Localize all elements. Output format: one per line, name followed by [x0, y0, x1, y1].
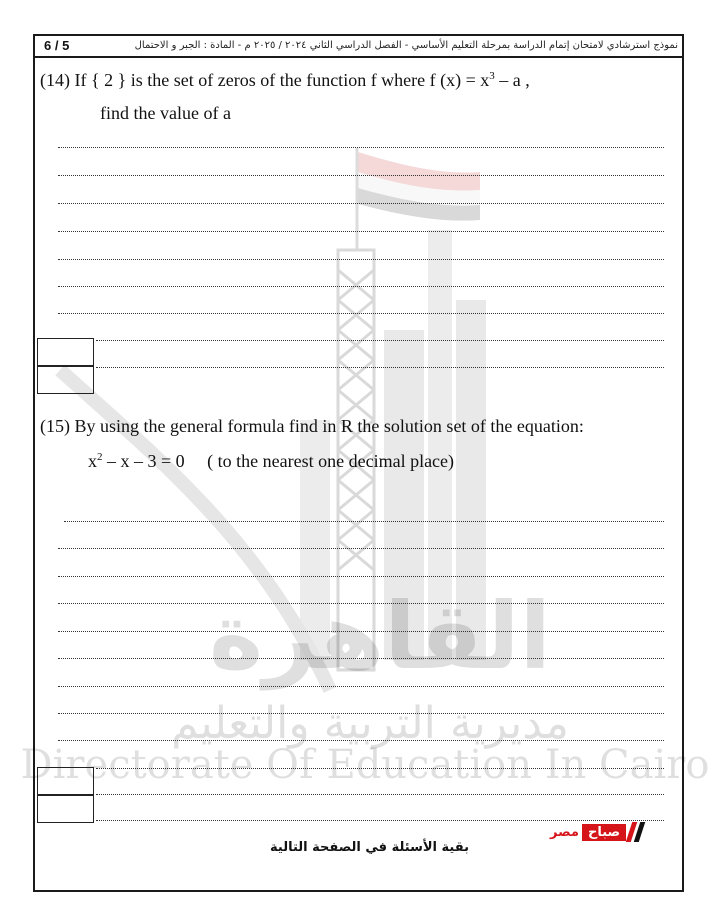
answer-line[interactable]: [58, 740, 664, 741]
watermark-english: Directorate Of Education In Cairo: [20, 742, 710, 788]
continue-text: بقية الأسئلة في الصفحة التالية: [270, 840, 469, 855]
answer-line[interactable]: [58, 713, 664, 714]
answer-line[interactable]: [58, 203, 664, 204]
answer-line[interactable]: [58, 686, 664, 687]
q15-eq-exponent: 2: [97, 451, 103, 463]
answer-line[interactable]: [58, 147, 664, 148]
grade-box[interactable]: [37, 338, 94, 366]
question-14: [40, 70, 530, 91]
q15-note: ( to the nearest one decimal place): [207, 451, 455, 471]
watermark-arabic: القاهرة: [208, 583, 552, 690]
logo-bars-icon: [629, 822, 642, 842]
answer-line[interactable]: [58, 175, 664, 176]
answer-line[interactable]: [58, 313, 664, 314]
answer-line[interactable]: [64, 521, 664, 522]
answer-line[interactable]: [96, 794, 664, 795]
grade-box[interactable]: [37, 767, 94, 795]
answer-line[interactable]: [58, 259, 664, 260]
logo-main-text: صباح: [582, 824, 626, 841]
sabah-masr-logo: [550, 820, 642, 844]
q14-suffix: – a ,: [494, 70, 530, 90]
answer-line[interactable]: [58, 631, 664, 632]
watermark-arabic-sub: مديرية التربية والتعليم: [171, 698, 569, 749]
q14-prefix: (14) If { 2 } is the set of zeros of the function f where f (x) = x: [40, 70, 490, 90]
header-divider: [35, 56, 684, 58]
q14-exponent: 3: [489, 70, 495, 82]
page-number: 6 / 5: [44, 38, 70, 53]
question-15: (15) By using the general formula find in R the solution set of the equation:: [40, 416, 584, 436]
answer-line[interactable]: [58, 286, 664, 287]
question-15-equation: [88, 451, 454, 472]
answer-line[interactable]: [58, 576, 664, 577]
logo-sub-text: مصر: [550, 824, 579, 840]
exam-title: نموذج استرشادي لامتحان إتمام الدراسة بمرحلة التعليم الأساسي - الفصل الدراسي الثاني ٢٠٢٤ / ٢٠٢٥ م - المادة : الجبر و الاحتمال: [134, 40, 678, 51]
answer-line[interactable]: [96, 367, 664, 368]
grade-box[interactable]: [37, 366, 94, 394]
q15-eq-x: x: [88, 451, 97, 471]
answer-line[interactable]: [58, 231, 664, 232]
answer-line[interactable]: [58, 603, 664, 604]
grade-box[interactable]: [37, 795, 94, 823]
q15-eq-rest: – x – 3 = 0: [102, 451, 185, 471]
answer-line[interactable]: [96, 340, 664, 341]
answer-line[interactable]: [96, 768, 664, 769]
answer-line[interactable]: [58, 658, 664, 659]
question-14-line2: find the value of a: [100, 103, 231, 123]
answer-line[interactable]: [58, 548, 664, 549]
